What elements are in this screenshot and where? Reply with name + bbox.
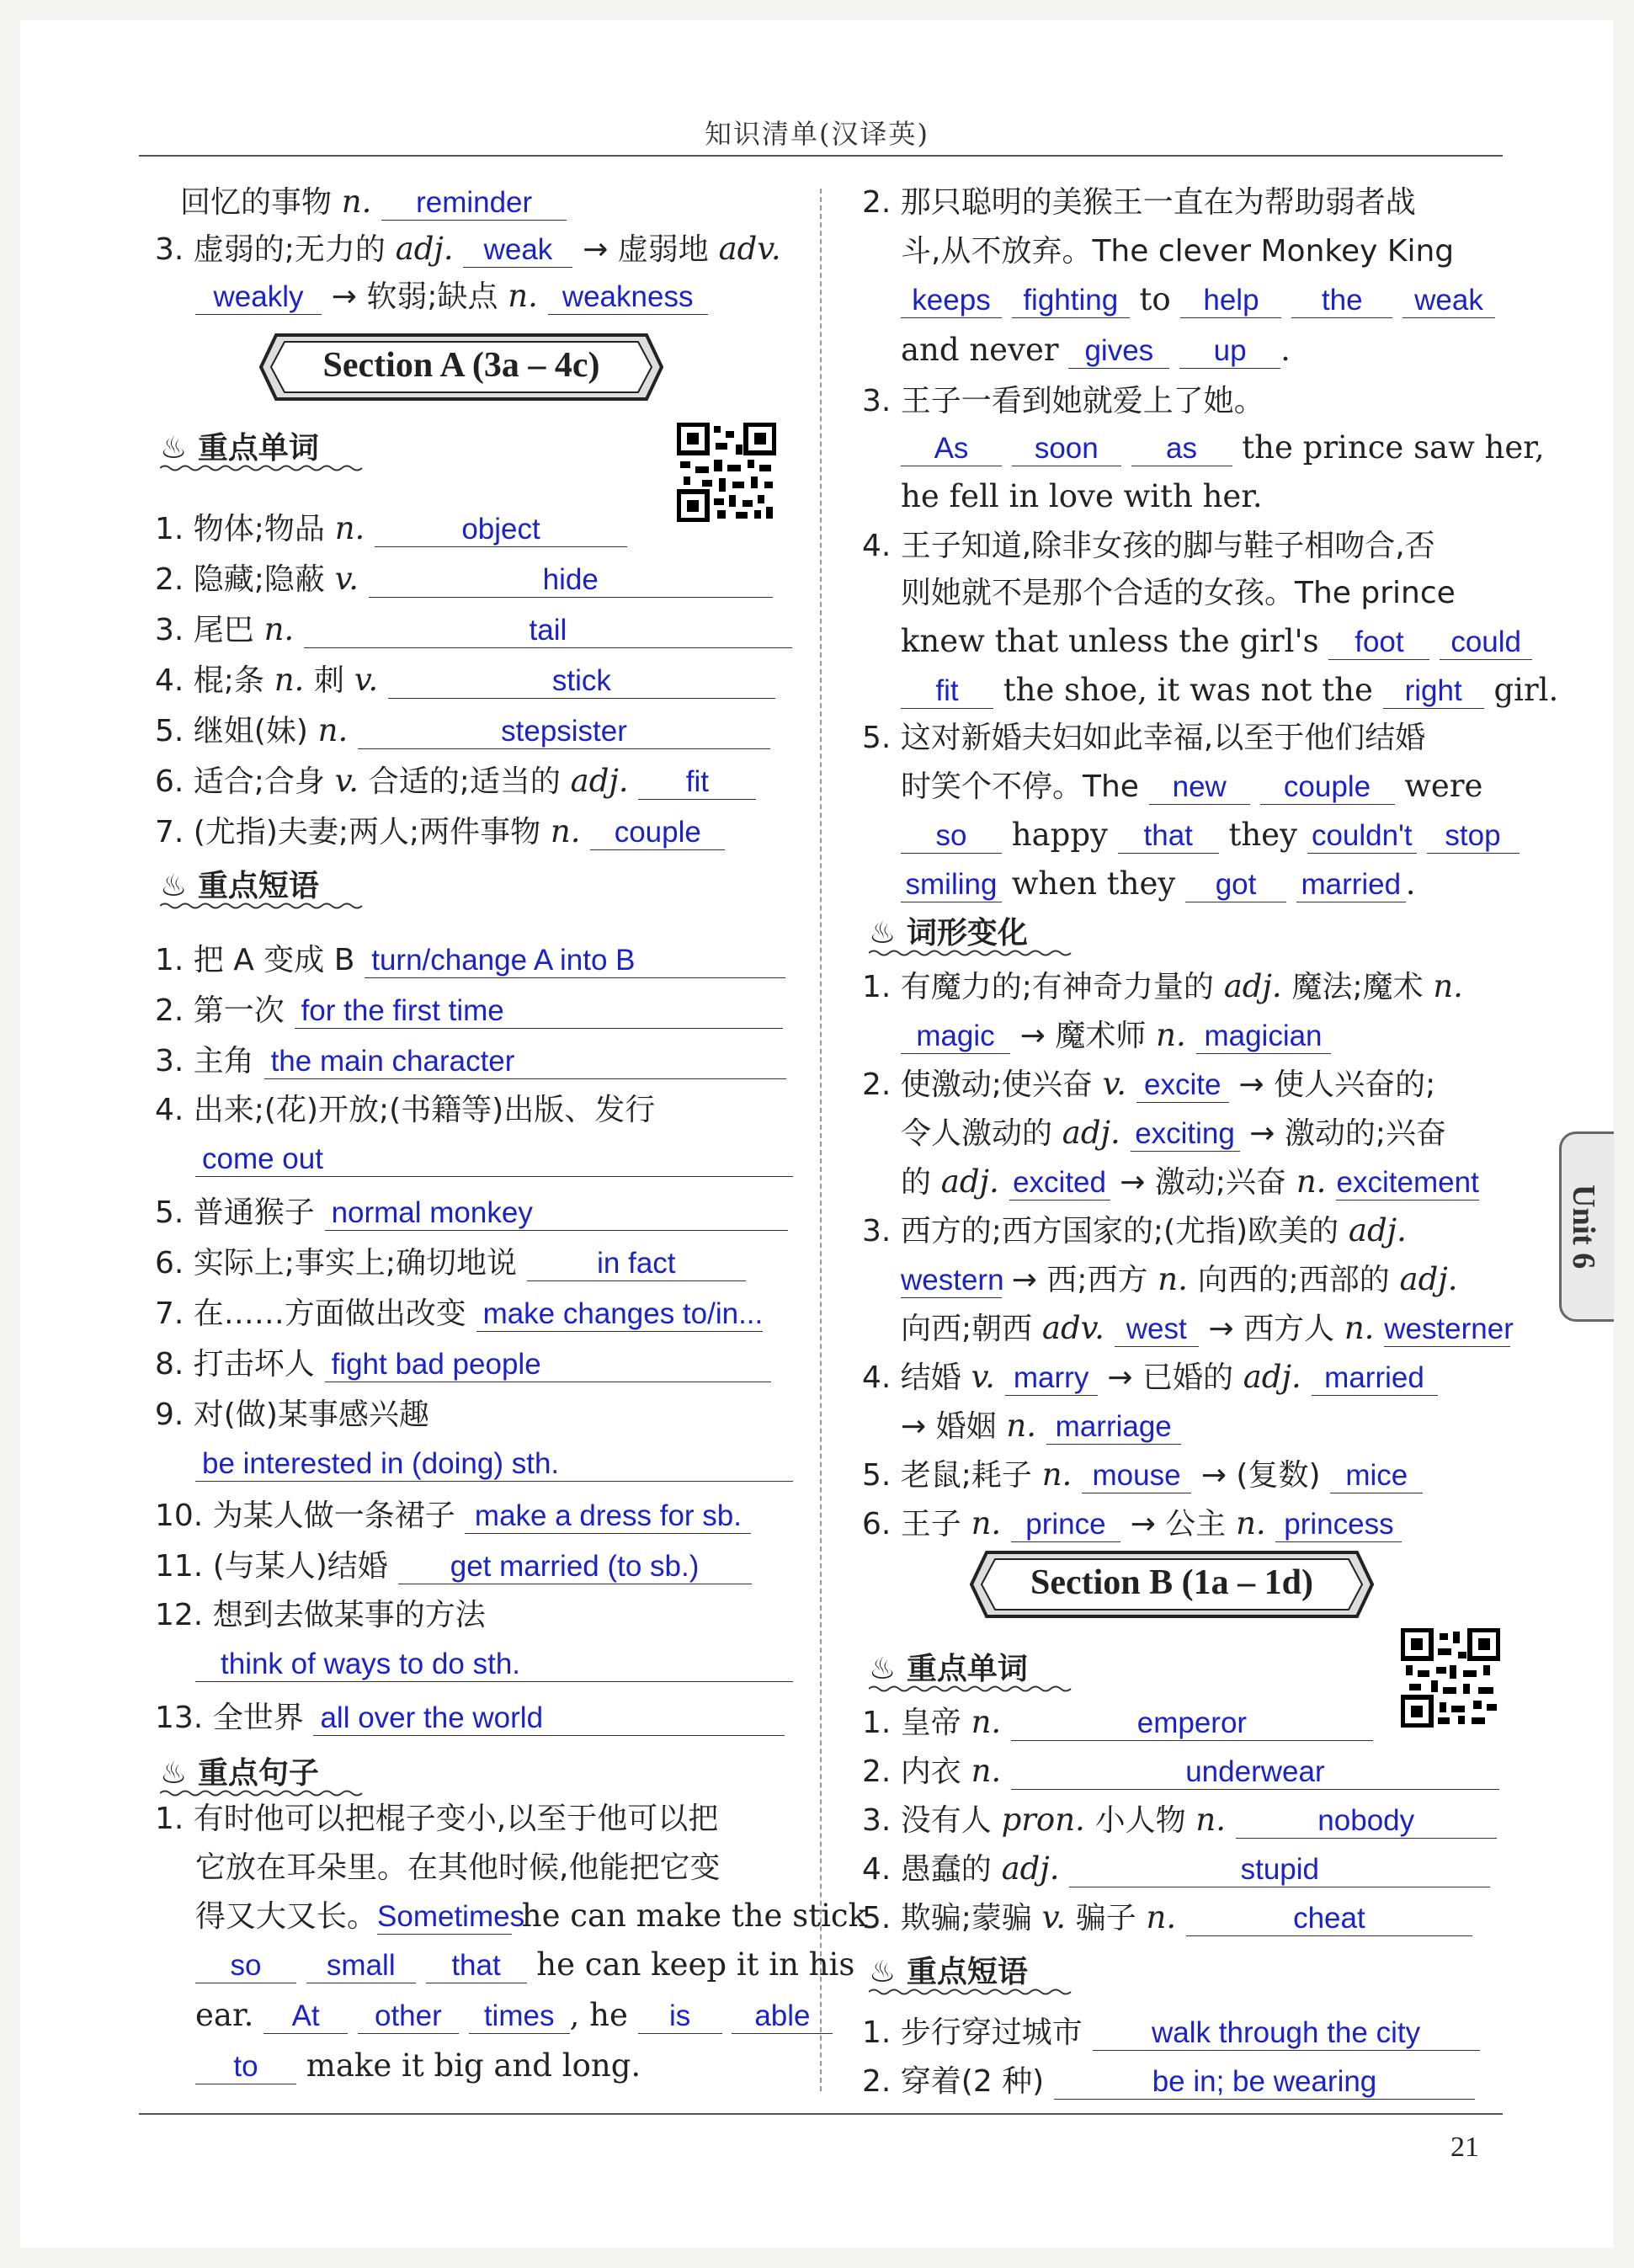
phrase-row-cont [195,1642,793,1685]
part-of-speech: n. [1146,1899,1177,1935]
answer: married [1296,868,1406,902]
part-of-speech: n. [334,510,365,546]
answer: turn/change A into B [365,944,785,978]
prompt-text: 1. 步行穿过城市 [862,2015,1083,2050]
answer: fit [638,765,756,800]
sentence-4-line-4 [901,668,1558,712]
form-2-line-1 [862,1062,1435,1107]
answer: new [1149,770,1250,805]
sentence-4-line-2 [901,571,1456,615]
answer: excitement [1336,1166,1479,1199]
form-1-line-1 [862,965,1463,1009]
answer: so [195,1949,296,1983]
sentence-1-line-5 [195,1994,833,2037]
part-of-speech: adv. [718,231,781,267]
word-b-row [862,1798,1497,1843]
form-4-line-1 [862,1355,1438,1400]
prompt-text: 2. 内衣 [862,1754,961,1789]
part-of-speech: n. [971,1753,1002,1789]
answer: marriage [1046,1410,1181,1445]
prompt-text: 令人激动的 [901,1116,1053,1151]
sentence-1-line-2 [195,1845,720,1890]
prompt-text: 5. 老鼠;耗子 [862,1458,1032,1493]
prompt-text: → 魔术师 [1019,1019,1147,1053]
prompt-text: 1. 有时他可以把棍子变小,以至于他可以把 [155,1802,719,1836]
prompt-text: 得又大又长。 [195,1899,378,1934]
left-row-3 [195,274,708,319]
phrase-row [155,1190,788,1235]
answer: be interested in (doing) sth. [195,1447,793,1482]
prompt-text: 2. 隐藏;隐蔽 [155,562,325,597]
prompt-text: he fell in love with her. [901,478,1263,514]
sentence-2-line-4 [901,328,1291,372]
answer: think of ways to do sth. [195,1648,793,1682]
answer: foot [1328,626,1429,660]
answer: fit [901,674,993,709]
answer: other [358,1999,459,2034]
part-of-speech: adv. [1041,1310,1104,1346]
prompt-text: ear. [195,1997,254,2033]
answer: mouse [1082,1459,1191,1493]
phrase-b-row [862,2059,1475,2104]
phrase-row [155,1342,771,1387]
footer-rule [139,2113,1503,2115]
prompt-text: 它放在耳朵里。在其他时候,他能把它变 [195,1850,721,1885]
answer: tail [304,614,792,648]
answer: the [1291,284,1392,318]
prompt-text: → 使人兴奋的; [1238,1067,1436,1102]
part-of-speech: adj. [395,231,454,267]
sentence-4-line-1 [862,524,1435,568]
word-row [155,557,773,602]
prompt-text: 4. 出来;(花)开放;(书籍等)出版、发行 [155,1093,656,1127]
answer: weak [463,233,572,268]
prompt-text: 时笑个不停。The [901,769,1139,804]
answer: mice [1330,1459,1423,1493]
answer: gives [1068,334,1169,369]
prompt-text: girl. [1493,672,1559,708]
prompt-text: 4. 王子知道,除非女孩的脚与鞋子相吻合,否 [862,529,1435,563]
prompt-text: 3. 尾巴 [155,613,254,647]
prompt-text: 合适的;适当的 [368,764,561,799]
key-words-b-heading: ♨ 重点单词 [869,1645,1079,1693]
sentence-1-line-1 [155,1797,718,1841]
answer: At [263,1999,348,2034]
answer: weakly [195,280,322,315]
prompt-text: make it big and long. [306,2047,641,2084]
prompt-text: → 激动;兴奋 [1120,1165,1287,1200]
prompt-text: 5. 欺骗;蒙骗 [862,1901,1032,1935]
prompt-text: → 已婚的 [1107,1360,1233,1395]
prompt-text: → 婚姻 [901,1409,997,1444]
answer: make changes to/in... [476,1297,763,1332]
qr-code-b[interactable] [1401,1628,1500,1728]
form-3-line-2 [901,1258,1458,1302]
prompt-text: 向西;朝西 [901,1312,1033,1346]
answer: come out [195,1142,793,1177]
form-6 [862,1502,1402,1547]
form-4-line-2 [901,1404,1181,1449]
prompt-text: 斗,从不放弃。The clever Monkey King [901,234,1455,269]
form-3-line-3 [901,1307,1514,1351]
part-of-speech: v. [334,561,359,597]
part-of-speech: n. [550,813,581,849]
answer: that [1118,819,1219,854]
answer: to [195,2050,296,2084]
part-of-speech: n. [317,712,349,748]
prompt-text: he can make the stick [521,1898,868,1934]
prompt-text: 5. 普通猴子 [155,1195,315,1230]
part-of-speech: adj. [940,1163,999,1200]
word-row [155,507,627,551]
unit-tab: Unit 6 [1559,1131,1614,1322]
prompt-text: → 软弱;缺点 [331,280,498,314]
part-of-speech: n. [508,278,538,314]
answer: nobody [1236,1804,1497,1839]
prompt-text: 4. 棍;条 [155,663,264,698]
qr-code[interactable] [677,423,776,522]
part-of-speech: adj. [1223,968,1282,1004]
word-row [155,608,792,652]
prompt-text: 1. 皇帝 [862,1706,961,1740]
phrase-row [155,938,785,982]
prompt-text: → 公主 [1130,1507,1227,1541]
prompt-text: 3. 主角 [155,1044,254,1078]
prompt-text: knew that unless the girl's [901,623,1319,659]
answer: all over the world [313,1701,785,1736]
answer: underwear [1011,1755,1499,1790]
answer: soon [1012,432,1121,466]
column-divider [820,189,822,2091]
sentence-3-line-1 [862,379,1264,423]
answer: times [469,1999,570,2034]
part-of-speech: v. [1041,1899,1066,1935]
answer: normal monkey [325,1196,788,1231]
sentence-1-line-6 [195,2044,641,2088]
part-of-speech: v. [1102,1066,1126,1102]
answer: stop [1427,819,1520,854]
form-1-line-2 [901,1014,1331,1058]
prompt-text: 骗子 [1075,1901,1136,1935]
part-of-speech: v. [354,662,379,698]
prompt-text: 6. 适合;合身 [155,764,325,799]
prompt-text: 3. 西方的;西方国家的;(尤指)欧美的 [862,1214,1339,1248]
phrase-row-cont [195,1137,793,1180]
sentence-2-line-1 [862,180,1416,225]
prompt-text: → (复数) [1200,1458,1321,1493]
prompt-text: 魔法;魔术 [1291,970,1424,1004]
answer: west [1115,1312,1199,1347]
answer: be in; be wearing [1054,2065,1475,2100]
answer: magician [1196,1020,1331,1054]
key-words-heading: ♨ 重点单词 [160,424,370,472]
word-b-row [862,1847,1490,1892]
phrase-row [155,1493,751,1538]
answer: weakness [548,280,708,315]
answer: marry [1005,1361,1098,1396]
prompt-text: . [1280,332,1291,368]
answer: stupid [1069,1853,1490,1887]
word-forms-heading: ♨ 词形变化 [869,909,1079,957]
answer: is [638,1999,722,2034]
prompt-text: 6. 实际上;事实上;确切地说 [155,1246,518,1280]
sentence-3-line-2 [901,426,1545,470]
answer: cheat [1186,1902,1472,1936]
form-2-line-2 [901,1111,1446,1156]
left-row-1 [180,180,567,225]
prompt-text: → 西;西方 [1011,1263,1148,1297]
part-of-speech: v. [971,1359,995,1395]
answer: help [1180,284,1281,318]
part-of-speech: n. [971,1704,1002,1740]
answer: small [306,1949,416,1983]
phrase-b-row [862,2010,1480,2055]
answer: stick [388,664,775,699]
prompt-text: 1. 物体;物品 [155,512,325,546]
answer: hide [369,563,773,598]
sentence-5-line-2 [901,764,1482,809]
sentence-1-line-4 [195,1943,854,1987]
prompt-text: 刺 [314,663,345,698]
section-a-banner: Section A (3a – 4c) [259,332,663,402]
answer: able [732,1999,833,2034]
part-of-speech: adj. [570,763,629,799]
answer: smiling [901,868,1002,902]
answer: reminder [381,186,567,221]
prompt-text: the shoe, it was not the [1003,672,1373,708]
phrase-row [155,1544,752,1589]
sentence-3-line-3 [901,475,1263,519]
prompt-text: 12. 想到去做某事的方法 [155,1598,486,1632]
prompt-text: when they [1011,865,1176,902]
prompt-text: 8. 打击坏人 [155,1347,315,1382]
prompt-text: 向西的;西部的 [1197,1263,1390,1297]
prompt-text: 5. 这对新婚夫妇如此幸福,以至于他们结婚 [862,721,1426,755]
answer: the main character [264,1045,786,1079]
part-of-speech: n. [1041,1456,1072,1493]
sentence-1-line-3 [195,1894,867,1939]
answer: exciting [1131,1117,1240,1152]
phrase-row [155,1696,785,1740]
word-b-row [862,1749,1499,1794]
prompt-text: 9. 对(做)某事感兴趣 [155,1398,429,1432]
form-5 [862,1453,1423,1498]
part-of-speech: n. [1156,1017,1186,1053]
prompt-text: 2. 那只聪明的美猴王一直在为帮助弱者战 [862,185,1416,220]
answer: got [1185,868,1286,902]
part-of-speech: n. [1158,1261,1188,1297]
prompt-text: 3. 虚弱的;无力的 [155,232,386,267]
prompt-text: 4. 结婚 [862,1360,961,1395]
answer: weak [1402,284,1495,318]
answer: fight bad people [325,1348,771,1382]
prompt-text: 10. 为某人做一条裙子 [155,1499,455,1533]
prompt-text: 13. 全世界 [155,1701,304,1735]
key-sentences-heading: ♨ 重点句子 [160,1749,370,1797]
part-of-speech: v. [334,763,359,799]
sentence-2-line-2 [901,229,1454,274]
answer: excite [1136,1068,1229,1103]
part-of-speech: adj. [1399,1261,1458,1297]
key-phrases-b-heading: ♨ 重点短语 [869,1948,1079,1996]
answer: up [1179,334,1280,369]
prompt-text: the prince saw her, [1242,429,1545,466]
form-3-line-1 [862,1209,1407,1254]
prompt-text: 11. (与某人)结婚 [155,1549,388,1584]
part-of-speech: adj. [1001,1850,1060,1887]
page-header: 知识清单(汉译英) [705,118,929,150]
phrase-row-cont [195,1441,793,1485]
sentence-2-line-3 [901,278,1495,322]
answer: married [1312,1361,1438,1396]
answer: westerner [1384,1312,1514,1345]
prompt-text: they [1228,817,1297,853]
answer: As [901,432,1002,466]
prompt-text: 5. 继姐(妹) [155,714,308,748]
answer: that [426,1949,527,1983]
page-number: 21 [1450,2132,1479,2163]
section-b-banner: Section B (1a – 1d) [970,1549,1374,1620]
part-of-speech: n. [971,1505,1002,1541]
part-of-speech: adj. [1243,1359,1301,1395]
prompt-text: 小人物 [1094,1803,1186,1838]
prompt-text: 3. 没有人 [862,1803,992,1838]
part-of-speech: n. [1433,968,1463,1004]
prompt-text: → 西方人 [1208,1312,1335,1346]
answer: Sometimes [377,1900,525,1933]
answer: so [901,819,1002,854]
answer: prince [1011,1508,1120,1542]
prompt-text: 7. (尤指)夫妻;两人;两件事物 [155,815,541,849]
prompt-text: 回忆的事物 [180,185,333,220]
word-row [155,759,756,804]
answer: fighting [1012,284,1130,318]
answer: couple [1260,770,1395,805]
sentence-4-line-3 [901,620,1532,663]
key-phrases-heading: ♨ 重点短语 [160,862,370,910]
answer: magic [901,1020,1010,1054]
workbook-page [20,20,1614,2248]
answer: make a dress for sb. [465,1499,751,1534]
prompt-text: to [1139,281,1171,317]
prompt-text: . [1405,865,1416,902]
answer: in fact [527,1247,746,1281]
left-row-2 [155,227,781,272]
answer: could [1440,626,1532,660]
prompt-text: happy [1011,817,1108,853]
phrase-row [155,1088,655,1132]
prompt-text: 4. 愚蠢的 [862,1852,992,1887]
part-of-speech: adj. [1348,1212,1407,1248]
word-row [155,810,725,854]
sentence-5-line-1 [862,716,1425,760]
phrase-row [155,1241,746,1286]
form-2-line-3 [901,1160,1479,1205]
answer: walk through the city [1093,2016,1480,2051]
prompt-text: → 虚弱地 [583,232,709,267]
part-of-speech: n. [263,611,295,647]
answer: western [901,1264,1004,1296]
prompt-text: 1. 把 A 变成 B [155,943,355,977]
part-of-speech: n. [341,184,372,220]
sentence-5-line-3 [901,813,1520,857]
prompt-text: he can keep it in his [536,1946,855,1983]
part-of-speech: n. [1296,1163,1327,1200]
answer: princess [1275,1508,1402,1542]
part-of-speech: n. [1236,1505,1266,1541]
answer: excited [1009,1166,1110,1201]
prompt-text: 6. 王子 [862,1507,961,1541]
prompt-text: → 激动的;兴奋 [1249,1116,1447,1151]
answer: keeps [901,284,1002,318]
prompt-text: 的 [901,1165,932,1200]
answer: right [1383,674,1484,709]
word-b-row [862,1701,1373,1745]
header-rule [139,155,1503,157]
sentence-5-line-4 [901,862,1416,906]
part-of-speech: pron. [1001,1802,1085,1838]
phrase-row [155,1392,429,1437]
prompt-text: 3. 王子一看到她就爱上了她。 [862,384,1264,418]
word-b-row [862,1896,1472,1941]
prompt-text: were [1404,768,1483,804]
phrase-row [155,988,783,1033]
answer: object [375,513,627,547]
part-of-speech: n. [274,662,305,698]
part-of-speech: n. [1195,1802,1226,1838]
phrase-row [155,1039,786,1083]
prompt-text: 1. 有魔力的;有神奇力量的 [862,970,1214,1004]
answer: get married (to sb.) [398,1550,752,1584]
prompt-text: 则她就不是那个合适的女孩。The prince [901,576,1456,610]
part-of-speech: adj. [1062,1115,1120,1151]
word-row [155,709,770,753]
phrase-row [155,1291,763,1336]
prompt-text: 2. 穿着(2 种) [862,2064,1045,2099]
prompt-text: 7. 在……方面做出改变 [155,1296,466,1331]
answer: couple [590,816,725,850]
part-of-speech: n. [1006,1408,1036,1444]
answer: as [1131,432,1232,466]
answer: for the first time [295,994,783,1029]
answer: couldn't [1307,819,1417,854]
prompt-text: 2. 使激动;使兴奋 [862,1067,1093,1102]
phrase-row [155,1593,486,1637]
prompt-text: , he [569,1997,628,2033]
prompt-text: 2. 第一次 [155,993,285,1028]
answer: stepsister [358,715,770,749]
part-of-speech: n. [1344,1310,1375,1346]
prompt-text: and never [901,332,1059,368]
answer: emperor [1011,1706,1373,1741]
word-row [155,658,775,703]
